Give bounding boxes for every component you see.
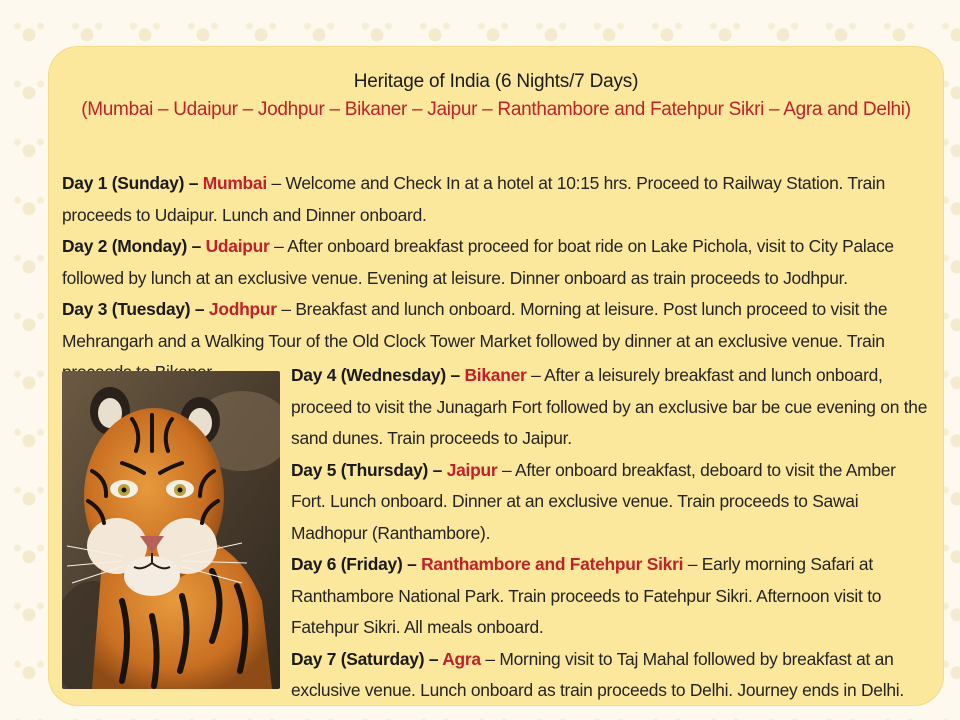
day-1-text: – Welcome and Check In at a hotel at 10:15 hrs. Proceed to Railway Station. Train proceeds to Udaipur. Lunch and Dinner onboard. (62, 173, 886, 225)
day-6 (291, 549, 931, 644)
day-5-text: – After onboard breakfast, deboard to visit the Amber Fort. Lunch onboard. Dinner at an exclusive venue. Train proceeds to Sawai Madhopur (Ranthambore). (291, 459, 896, 543)
day-6-place: Ranthambore and Fatehpur Sikri (421, 554, 684, 574)
day-1-heading: Day 1 (Sunday) – (62, 173, 203, 193)
day-4 (291, 360, 931, 455)
day-4-text: – After a leisurely breakfast and lunch onboard, proceed to visit the Junagarh Fort followed by an exclusive bar be cue evening on the sand dunes. Train proceeds to Jaipur. (291, 365, 928, 448)
day-7 (291, 644, 931, 707)
day-1 (62, 168, 934, 231)
day-3-text: – Breakfast and lunch onboard. Morning at leisure. Post lunch proceed to visit the Mehrangarh and a Walking Tour of the Old Clock Tower Market followed by dinner at an exclusive venue. Train (62, 299, 888, 351)
day-7-text: – Morning visit to Taj Mahal followed by breakfast at an exclusive venue. Lunch onboard as train proceeds to Delhi. Journey ends in Delhi. (291, 648, 904, 700)
day-6-text: – Early morning Safari at Ranthambore National Park. Train proceeds to Fatehpur Sikri. Afternoon visit to Fatehpur Sikri. All meals onboard. (291, 554, 882, 637)
day-2-place: Udaipur (205, 236, 270, 256)
day-5 (291, 455, 931, 550)
day-5-place: Jaipur (446, 459, 498, 480)
itinerary-panel (48, 46, 944, 706)
day-6-heading: Day 6 (Friday) – (291, 554, 422, 574)
day-2-text: – After onboard breakfast proceed for boat ride on Lake Pichola, visit to City Palace followed by lunch at an exclusive venue. Evening at leisure. Dinner onboard as train proceeds to Jodhpur. (62, 236, 894, 288)
page-title: Heritage of India (6 Nights/7 Days) (353, 71, 639, 92)
day-3-place: Jodhpur (208, 299, 277, 319)
day-5-heading: Day 5 (Thursday) – (291, 459, 447, 480)
tiger-photo (62, 371, 280, 689)
itinerary-days-top (62, 168, 934, 389)
day-2 (62, 231, 934, 294)
route-subtitle: (Mumbai – Udaipur – Jodhpur – Bikaner – Jaipur – Ranthambore and Fatehpur Sikri – Agra and Delhi) (81, 99, 911, 120)
day-3-heading: Day 3 (Tuesday) – (62, 299, 209, 319)
day-2-heading: Day 2 (Monday) – (62, 236, 206, 256)
day-7-heading: Day 7 (Saturday) – (291, 648, 443, 669)
day-4-place: Bikaner (464, 365, 527, 385)
day-7-place: Agra (442, 648, 481, 669)
day-1-place: Mumbai (202, 173, 267, 193)
day-4-heading: Day 4 (Wednesday) – (291, 365, 465, 385)
itinerary-days-right (291, 360, 931, 707)
